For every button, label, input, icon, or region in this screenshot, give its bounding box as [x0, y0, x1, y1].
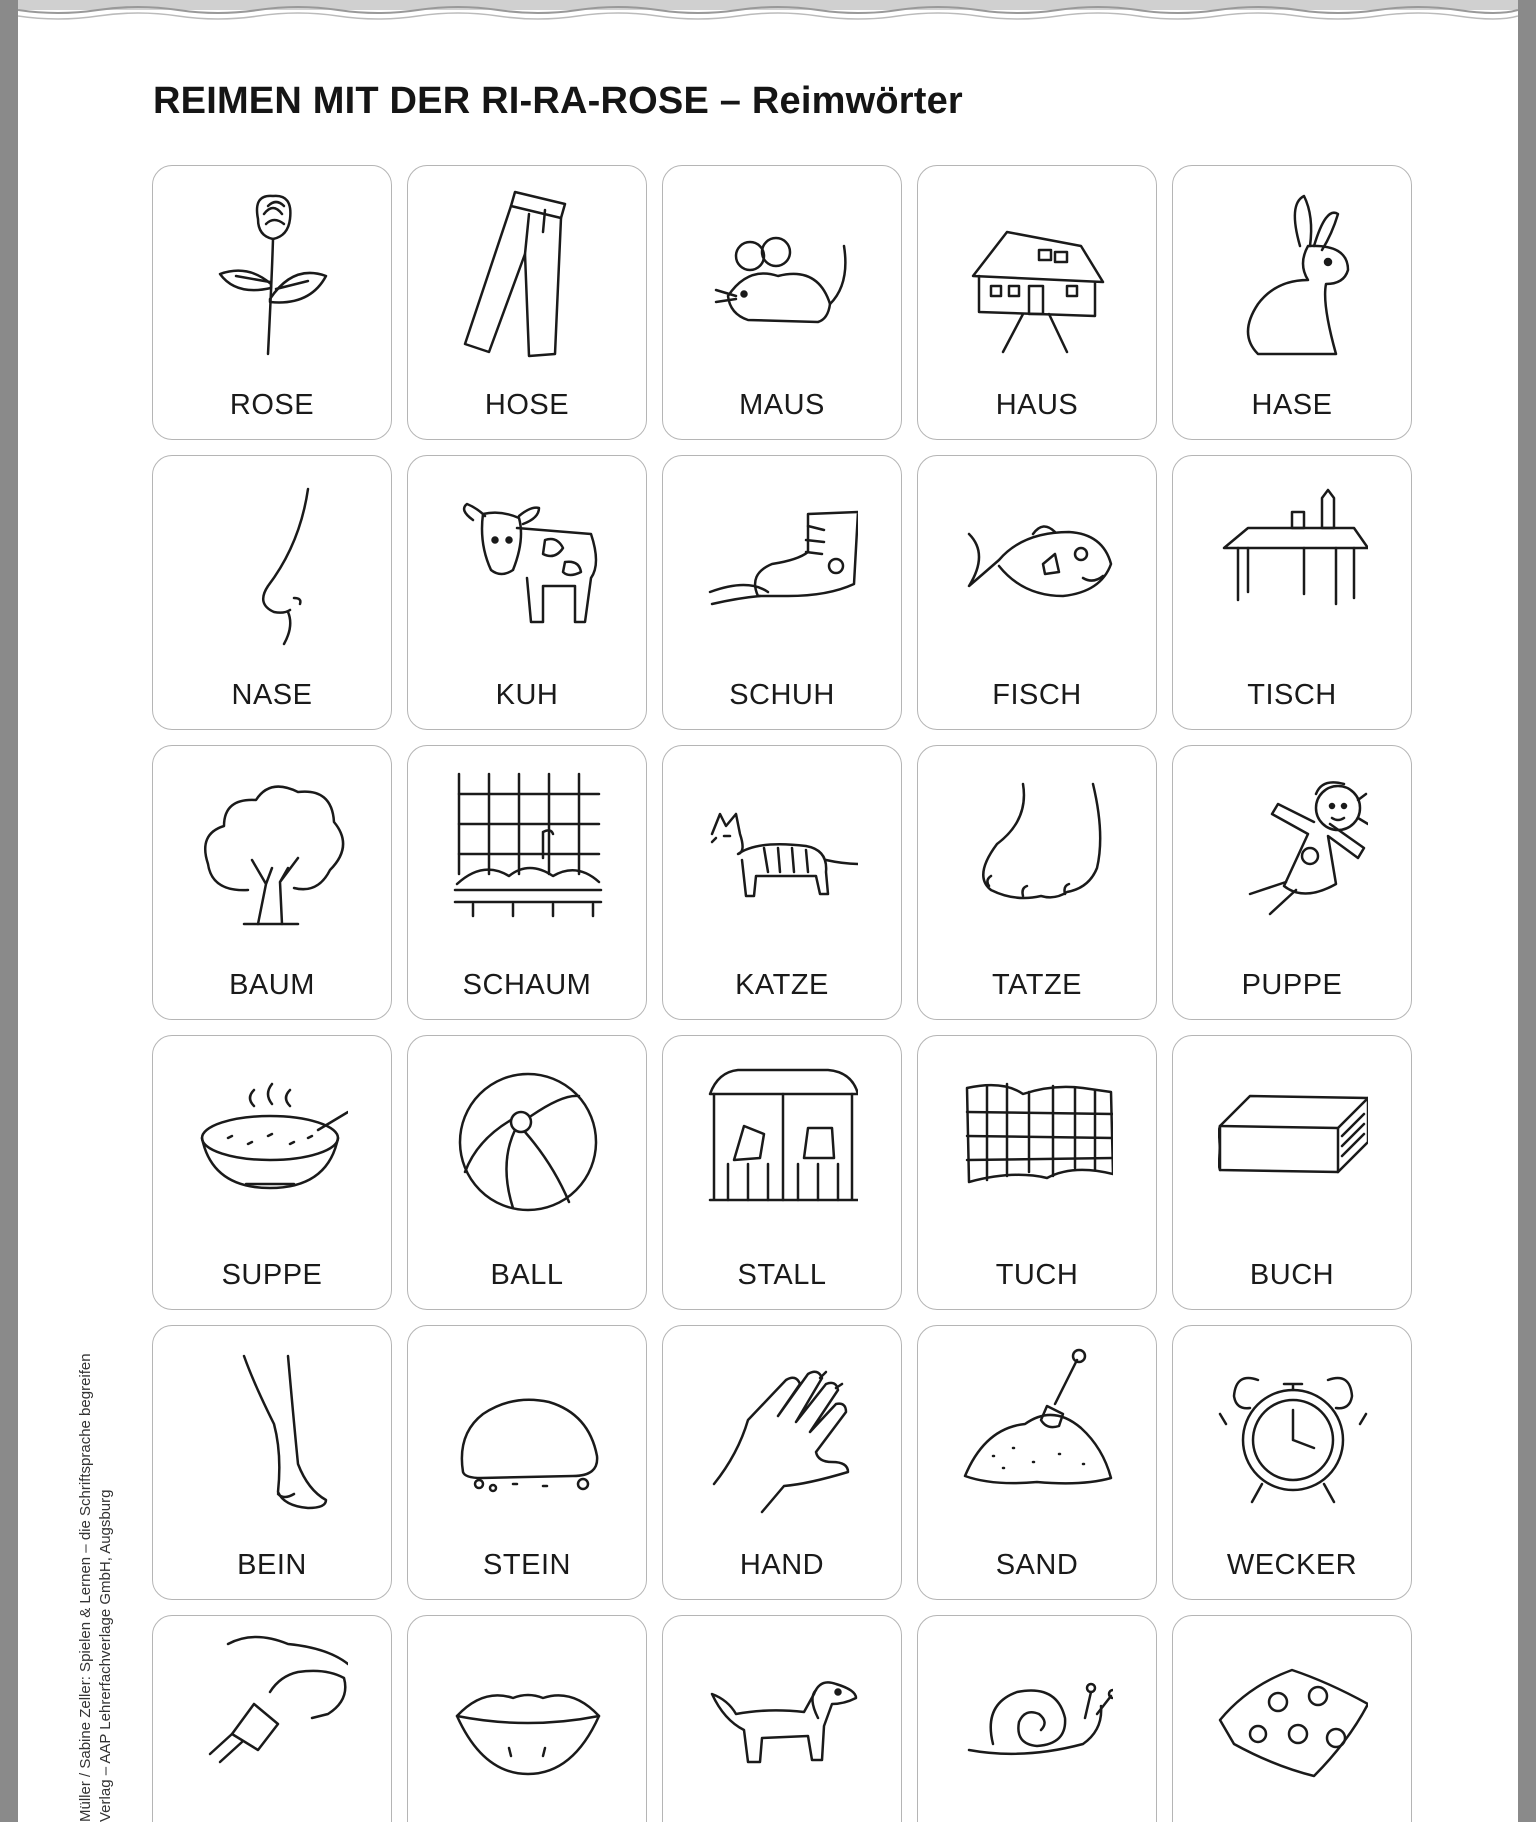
card-stall[interactable]: [662, 1035, 902, 1310]
card-ball[interactable]: [407, 1035, 647, 1310]
decorative-top-border: [18, 0, 1518, 22]
card-katze[interactable]: [662, 745, 902, 1020]
card-label: BEIN: [237, 1549, 307, 1581]
card-maus[interactable]: [662, 165, 902, 440]
card-label: NASE: [231, 679, 313, 711]
trousers-icon: [453, 184, 603, 359]
card-label: FISCH: [992, 679, 1082, 711]
card-label: TUCH: [995, 1259, 1079, 1291]
cloth-icon: [963, 1054, 1113, 1229]
card-suppe[interactable]: [152, 1035, 392, 1310]
soup-icon: [198, 1054, 348, 1229]
card-haus[interactable]: [917, 165, 1157, 440]
stable-icon: [708, 1054, 858, 1229]
pillow-icon: [1218, 1634, 1368, 1809]
card-bein[interactable]: [152, 1325, 392, 1600]
foam-icon: [453, 764, 603, 939]
card-snail[interactable]: [917, 1615, 1157, 1822]
card-nase[interactable]: [152, 455, 392, 730]
card-lips[interactable]: [407, 1615, 647, 1822]
card-label: TISCH: [1247, 679, 1337, 711]
card-fisch[interactable]: [917, 455, 1157, 730]
card-label: STEIN: [483, 1549, 571, 1581]
card-hand[interactable]: [662, 1325, 902, 1600]
card-label: HAUS: [995, 389, 1079, 421]
card-tatze[interactable]: [917, 745, 1157, 1020]
publisher-credit: [76, 1353, 116, 1822]
ball-icon: [453, 1054, 603, 1229]
card-pillow[interactable]: [1172, 1615, 1412, 1822]
card-hose[interactable]: [407, 165, 647, 440]
card-sand[interactable]: [917, 1325, 1157, 1600]
snail-icon: [963, 1634, 1113, 1809]
card-label: STALL: [737, 1259, 827, 1291]
card-puppe[interactable]: [1172, 745, 1412, 1020]
card-label: BAUM: [229, 969, 315, 1001]
card-label: SAND: [995, 1549, 1079, 1581]
shoe-icon: [708, 474, 858, 649]
card-tisch[interactable]: [1172, 455, 1412, 730]
nose-icon: [198, 474, 348, 649]
card-label: BALL: [490, 1259, 564, 1291]
card-schuh[interactable]: [662, 455, 902, 730]
card-label: SUPPE: [221, 1259, 323, 1291]
card-stein[interactable]: [407, 1325, 647, 1600]
paw-icon: [963, 764, 1113, 939]
house-icon: [963, 184, 1113, 359]
card-label: MAUS: [739, 389, 825, 421]
card-baum[interactable]: [152, 745, 392, 1020]
card-dog[interactable]: [662, 1615, 902, 1822]
card-label: SCHUH: [729, 679, 835, 711]
dog-icon: [708, 1634, 858, 1809]
card-label: HAND: [739, 1549, 825, 1581]
fish-icon: [963, 474, 1113, 649]
mouse-icon: [708, 184, 858, 359]
card-label: HASE: [1251, 389, 1333, 421]
card-label: BUCH: [1249, 1259, 1335, 1291]
card-label: ROSE: [229, 389, 315, 421]
rhyme-card-grid: [152, 165, 1412, 1822]
book-icon: [1218, 1054, 1368, 1229]
worksheet-title: REIMEN MIT DER RI-RA-ROSE – Reimwörter: [153, 80, 963, 122]
leg-icon: [198, 1344, 348, 1519]
worksheet-page: [18, 0, 1518, 1822]
card-label: KUH: [495, 679, 559, 711]
alarm-clock-icon: [1218, 1344, 1368, 1519]
cat-icon: [708, 764, 858, 939]
card-hase[interactable]: [1172, 165, 1412, 440]
lips-icon: [453, 1634, 603, 1809]
hand-icon: [708, 1344, 858, 1519]
tree-icon: [198, 764, 348, 939]
stone-icon: [453, 1344, 603, 1519]
credit-line-2: Verlag – AAP Lehrerfachverlage GmbH, Augsburg: [97, 1489, 114, 1822]
plug-icon: [198, 1634, 348, 1809]
cow-icon: [453, 474, 603, 649]
card-tuch[interactable]: [917, 1035, 1157, 1310]
card-label: HOSE: [484, 389, 570, 421]
card-rose[interactable]: [152, 165, 392, 440]
card-wecker[interactable]: [1172, 1325, 1412, 1600]
card-label: KATZE: [735, 969, 829, 1001]
credit-line-1: Müller / Sabine Zeller: Spielen & Lernen – die Schriftsprache begreifen: [77, 1353, 94, 1822]
card-schaum[interactable]: [407, 745, 647, 1020]
card-label: PUPPE: [1241, 969, 1343, 1001]
doll-icon: [1218, 764, 1368, 939]
card-label: WECKER: [1226, 1549, 1358, 1581]
card-buch[interactable]: [1172, 1035, 1412, 1310]
card-plug[interactable]: [152, 1615, 392, 1822]
card-kuh[interactable]: [407, 455, 647, 730]
table-icon: [1218, 474, 1368, 649]
rabbit-icon: [1218, 184, 1368, 359]
sand-icon: [963, 1344, 1113, 1519]
card-label: SCHAUM: [462, 969, 592, 1001]
rose-icon: [198, 184, 348, 359]
card-label: TATZE: [991, 969, 1083, 1001]
